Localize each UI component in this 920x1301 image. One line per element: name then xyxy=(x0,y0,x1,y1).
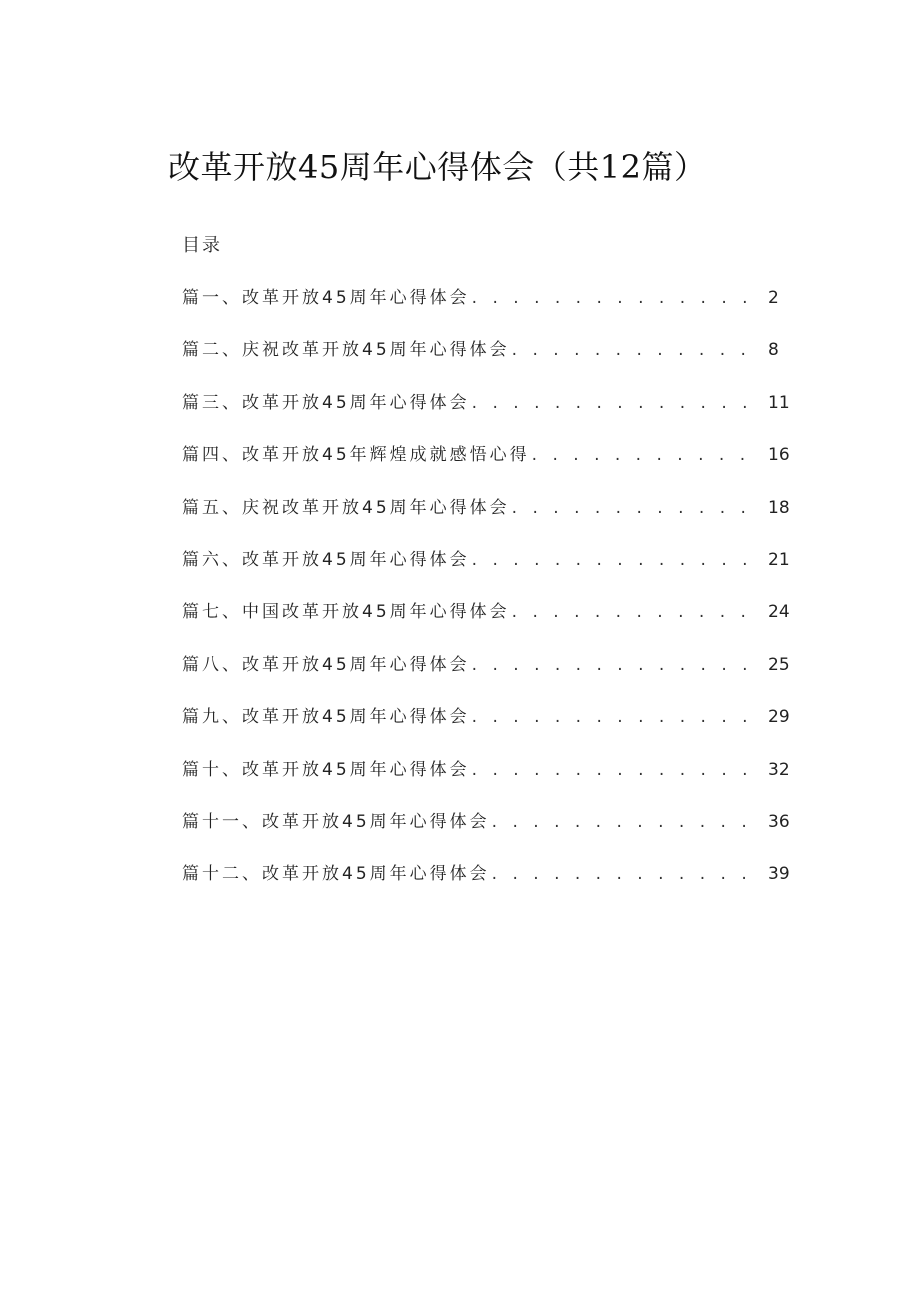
toc-entry-page: 11 xyxy=(768,392,790,413)
toc-leader-dots xyxy=(532,441,762,469)
toc-entry-label: 篇四、改革开放45年辉煌成就感悟心得 xyxy=(182,445,530,466)
toc-entry-label: 篇十一、改革开放45周年心得体会 xyxy=(182,811,490,832)
toc-entry-4[interactable] xyxy=(182,441,790,493)
toc-entry-label: 篇五、庆祝改革开放45周年心得体会 xyxy=(182,497,510,518)
toc-leader-dots xyxy=(492,808,762,836)
toc-entry-label: 篇十、改革开放45周年心得体会 xyxy=(182,759,470,780)
toc-entry-label: 篇一、改革开放45周年心得体会 xyxy=(182,288,470,308)
toc-entry-2[interactable] xyxy=(182,336,778,388)
table-of-contents xyxy=(182,284,790,913)
toc-entry-10[interactable] xyxy=(182,756,790,808)
toc-entry-6[interactable] xyxy=(182,546,790,598)
toc-entry-3[interactable] xyxy=(182,389,790,441)
document-title: 改革开放45周年心得体会（共12篇） xyxy=(168,148,707,186)
toc-leader-dots xyxy=(512,598,762,626)
toc-entry-page: 18 xyxy=(768,497,790,518)
toc-entry-11[interactable] xyxy=(182,808,790,860)
toc-leader-dots xyxy=(472,756,762,784)
toc-leader-dots xyxy=(472,284,762,312)
toc-entry-label: 篇九、改革开放45周年心得体会 xyxy=(182,707,470,728)
toc-entry-page: 25 xyxy=(768,654,790,675)
toc-entry-page: 29 xyxy=(768,707,790,728)
toc-leader-dots xyxy=(472,546,762,574)
toc-entry-1[interactable] xyxy=(182,284,778,336)
toc-entry-7[interactable] xyxy=(182,598,790,650)
toc-entry-page: 36 xyxy=(768,811,790,832)
toc-leader-dots xyxy=(492,860,762,888)
toc-entry-page: 39 xyxy=(768,864,790,885)
toc-heading: 目录 xyxy=(182,235,222,256)
toc-entry-page: 24 xyxy=(768,602,790,623)
toc-leader-dots xyxy=(472,651,762,679)
toc-entry-page: 8 xyxy=(768,340,779,361)
toc-leader-dots xyxy=(472,703,762,731)
toc-entry-page: 32 xyxy=(768,759,790,780)
toc-entry-5[interactable] xyxy=(182,494,790,546)
toc-leader-dots xyxy=(512,494,762,522)
toc-entry-label: 篇二、庆祝改革开放45周年心得体会 xyxy=(182,340,510,361)
toc-entry-label: 篇三、改革开放45周年心得体会 xyxy=(182,392,470,413)
toc-entry-12[interactable] xyxy=(182,860,790,912)
toc-entry-page: 16 xyxy=(768,445,790,466)
toc-entry-9[interactable] xyxy=(182,703,790,755)
toc-entry-label: 篇八、改革开放45周年心得体会 xyxy=(182,654,470,675)
toc-entry-8[interactable] xyxy=(182,651,790,703)
toc-entry-label: 篇六、改革开放45周年心得体会 xyxy=(182,549,470,570)
toc-leader-dots xyxy=(472,389,762,417)
toc-entry-label: 篇七、中国改革开放45周年心得体会 xyxy=(182,602,510,623)
toc-entry-label: 篇十二、改革开放45周年心得体会 xyxy=(182,864,490,885)
toc-entry-page: 21 xyxy=(768,549,790,570)
toc-leader-dots xyxy=(512,336,762,364)
toc-entry-page: 2 xyxy=(768,288,779,308)
